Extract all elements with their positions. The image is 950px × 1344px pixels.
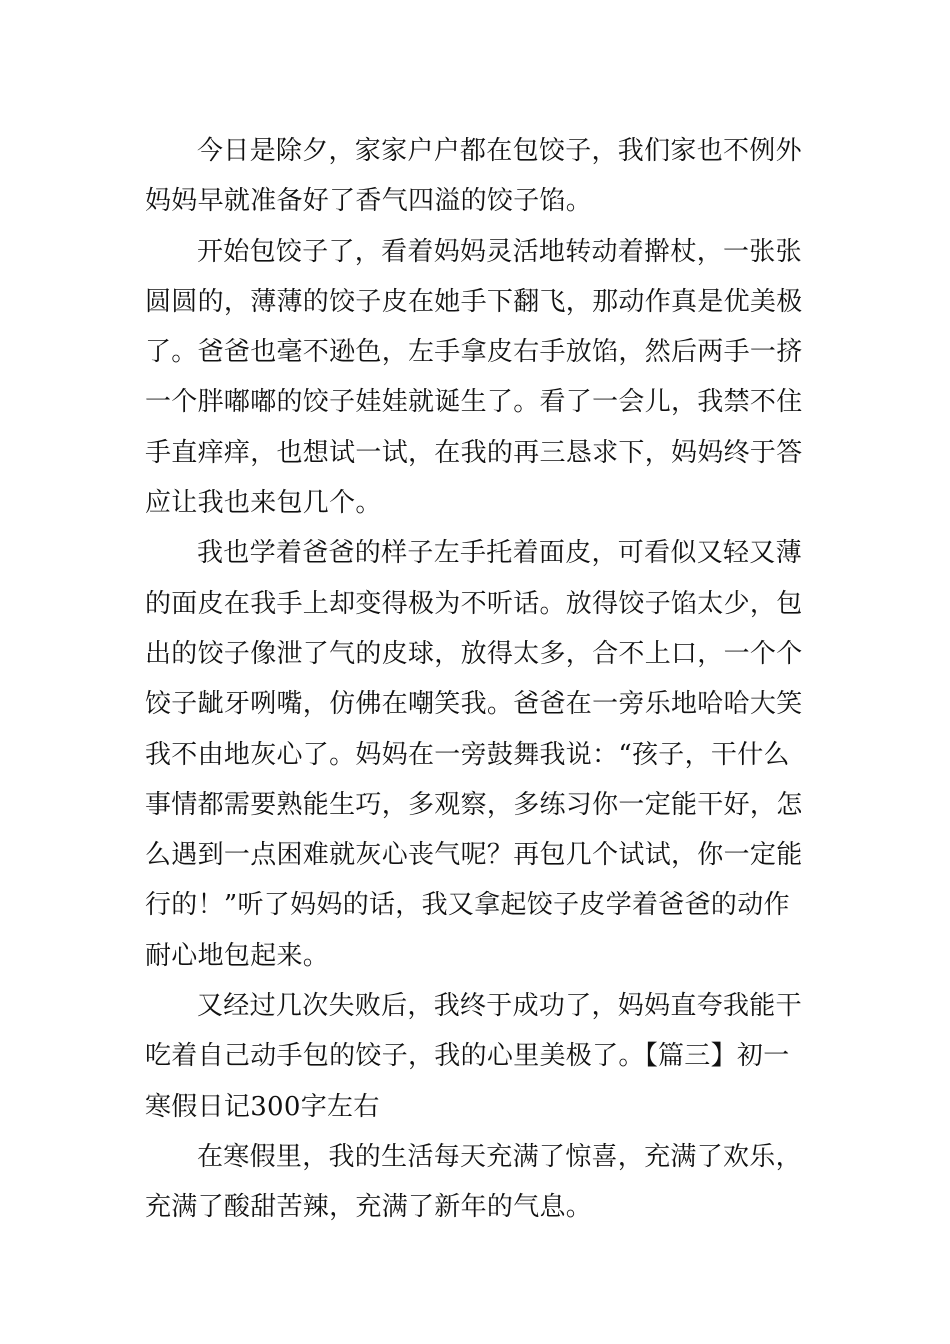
diary-text <box>145 126 825 1233</box>
text-line: 寒假日记300字左右 <box>145 1091 380 1122</box>
text-line: 一个胖嘟嘟的饺子娃娃就诞生了。看了一会儿，我禁不住 <box>145 387 803 418</box>
text-line: 么遇到一点困难就灰心丧气呢？再包几个试试，你一定能 <box>145 840 803 871</box>
text-line: 开始包饺子了，看着妈妈灵活地转动着擀杖，一张张 <box>197 236 802 267</box>
text-line: 了。爸爸也毫不逊色，左手拿皮右手放馅，然后两手一挤 <box>145 337 803 368</box>
text-line: 的面皮在我手上却变得极为不听话。放得饺子馅太少，包 <box>145 588 803 619</box>
text-line: 行的！”听了妈妈的话，我又拿起饺子皮学着爸爸的动作 <box>145 890 790 921</box>
text-line: 应让我也来包几个。 <box>145 488 382 519</box>
text-line: 圆圆的，薄薄的饺子皮在她手下翻飞，那动作真是优美极 <box>145 286 803 317</box>
text-line: 耐心地包起来。 <box>145 940 330 971</box>
text-line: 在寒假里，我的生活每天充满了惊喜，充满了欢乐， <box>197 1141 802 1172</box>
text-line: 手直痒痒，也想试一试，在我的再三恳求下，妈妈终于答 <box>145 437 803 468</box>
text-line: 充满了酸甜苦辣，充满了新年的气息。 <box>145 1192 593 1223</box>
text-line: 妈妈早就准备好了香气四溢的饺子馅。 <box>145 186 593 217</box>
text-line: 我也学着爸爸的样子左手托着面皮，可看似又轻又薄 <box>197 538 802 569</box>
text-line: 事情都需要熟能生巧，多观察，多练习你一定能干好，怎 <box>145 789 803 820</box>
text-line: 又经过几次失败后，我终于成功了，妈妈直夸我能干 <box>197 991 802 1022</box>
text-line: 我不由地灰心了。妈妈在一旁鼓舞我说：“孩子，干什么 <box>145 739 790 770</box>
text-line: 饺子龇牙咧嘴，仿佛在嘲笑我。爸爸在一旁乐地哈哈大笑 <box>145 689 803 720</box>
text-line: 今日是除夕，家家户户都在包饺子，我们家也不例外 <box>197 136 802 166</box>
text-line: 出的饺子像泄了气的皮球，放得太多，合不上口，一个个 <box>145 638 803 669</box>
text-line: 吃着自己动手包的饺子，我的心里美极了。【篇三】初一 <box>145 1041 790 1072</box>
